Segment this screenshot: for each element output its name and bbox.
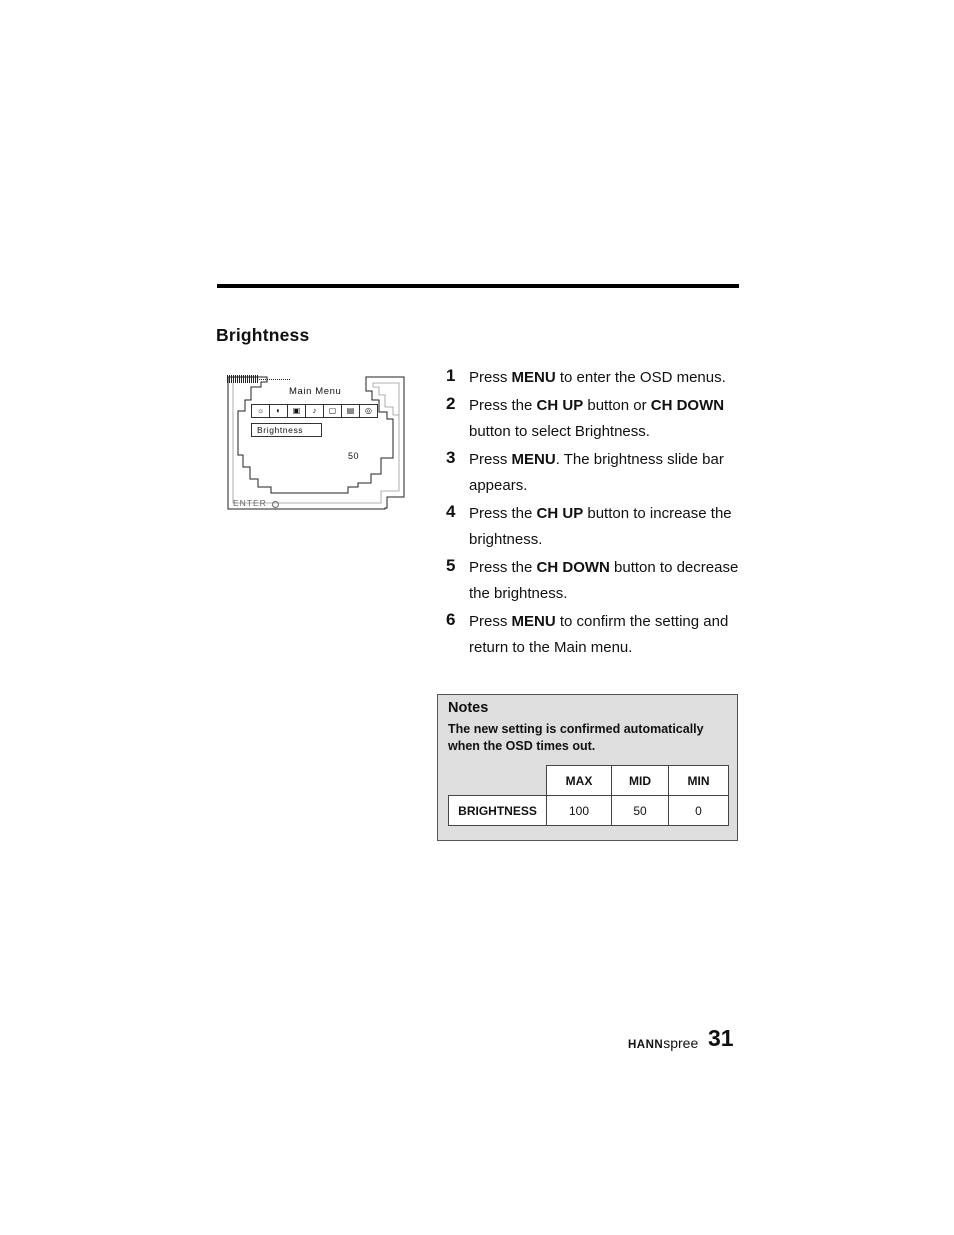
step-6 bbox=[446, 609, 746, 661]
brightness-slider bbox=[227, 375, 291, 383]
brightness-value: 50 bbox=[348, 451, 360, 461]
slider-tick-empty bbox=[275, 379, 276, 380]
step-text: Press bbox=[469, 369, 512, 386]
slider-tick-empty bbox=[261, 379, 262, 380]
table-cell-max: 100 bbox=[547, 796, 612, 826]
clapper-icon: ▤ bbox=[342, 405, 360, 417]
slider-tick-empty bbox=[289, 379, 290, 380]
slider-tick-empty bbox=[265, 379, 266, 380]
osd-icon-strip bbox=[251, 404, 378, 418]
step-text: . The brightness slide bar appears. bbox=[469, 451, 724, 494]
instruction-steps bbox=[446, 365, 746, 663]
osd-selected-item: Brightness bbox=[251, 423, 322, 437]
slider-tick-filled bbox=[257, 375, 258, 383]
step-text: Press bbox=[469, 451, 512, 468]
header-rule bbox=[217, 284, 739, 288]
sound-icon: ♪ bbox=[306, 405, 324, 417]
brand-logo bbox=[628, 1035, 698, 1051]
slider-tick-filled bbox=[233, 375, 234, 383]
slider-tick-empty bbox=[277, 379, 278, 380]
slider-tick-empty bbox=[287, 379, 288, 380]
sun-icon: ☼ bbox=[252, 405, 270, 417]
table-header-min: MIN bbox=[669, 766, 729, 796]
slider-tick-filled bbox=[235, 375, 236, 383]
enter-label: ENTER bbox=[233, 498, 267, 508]
step-2 bbox=[446, 393, 746, 445]
step-3 bbox=[446, 447, 746, 499]
slider-tick-filled bbox=[251, 375, 252, 383]
step-4 bbox=[446, 501, 746, 553]
step-keyword: CH DOWN bbox=[650, 397, 725, 414]
slider-tick-filled bbox=[241, 375, 242, 383]
table-row-label: BRIGHTNESS bbox=[449, 796, 547, 826]
step-number: 3 bbox=[446, 448, 456, 467]
page-number: 31 bbox=[708, 1025, 734, 1051]
step-5 bbox=[446, 555, 746, 607]
step-keyword: MENU bbox=[511, 613, 556, 630]
picture-icon: ▣ bbox=[288, 405, 306, 417]
slider-tick-empty bbox=[271, 379, 272, 380]
slider-tick-empty bbox=[283, 379, 284, 380]
step-number: 1 bbox=[446, 366, 456, 385]
step-keyword: CH UP bbox=[536, 505, 584, 522]
step-number: 4 bbox=[446, 502, 456, 521]
step-1 bbox=[446, 365, 746, 391]
step-text: button to select Brightness. bbox=[469, 423, 650, 440]
slider-tick-filled bbox=[247, 375, 248, 383]
step-text: Press the bbox=[469, 397, 537, 414]
step-text: button to decrease the brightness. bbox=[469, 559, 739, 602]
brightness-table bbox=[448, 765, 729, 826]
slider-tick-filled bbox=[255, 375, 256, 383]
slider-tick-filled bbox=[237, 375, 238, 383]
setup-icon: ◎ bbox=[365, 406, 372, 415]
table-cell-mid: 50 bbox=[612, 796, 669, 826]
notes-text: The new setting is confirmed automatically when the OSD times out. bbox=[448, 722, 704, 753]
notes-title: Notes bbox=[448, 700, 489, 716]
step-keyword: MENU bbox=[511, 369, 556, 386]
slider-tick-filled bbox=[253, 375, 254, 383]
step-keyword: CH DOWN bbox=[536, 559, 610, 576]
table-corner bbox=[449, 766, 547, 796]
brand-light: spree bbox=[663, 1035, 699, 1051]
section-title: Brightness bbox=[216, 325, 310, 345]
tv-icon: ▢ bbox=[324, 405, 342, 417]
step-number: 6 bbox=[446, 610, 456, 629]
slider-tick-filled bbox=[249, 375, 250, 383]
slider-tick-filled bbox=[231, 375, 232, 383]
slider-tick-empty bbox=[281, 379, 282, 380]
slider-tick-filled bbox=[227, 375, 228, 383]
step-keyword: MENU bbox=[511, 451, 556, 468]
step-text: Press bbox=[469, 613, 512, 630]
step-text: Press the bbox=[469, 559, 537, 576]
slider-tick-empty bbox=[269, 379, 270, 380]
slider-tick-filled bbox=[229, 375, 230, 383]
slider-tick-empty bbox=[267, 379, 268, 380]
osd-title: Main Menu bbox=[289, 386, 342, 397]
notes-box bbox=[437, 694, 738, 841]
step-text: to confirm the setting and return to the Main menu. bbox=[469, 613, 729, 656]
step-number: 2 bbox=[446, 394, 456, 413]
contrast-icon: ◐ bbox=[270, 405, 288, 417]
step-text: Press the bbox=[469, 505, 537, 522]
brand-bold: HANN bbox=[628, 1039, 664, 1051]
slider-tick-filled bbox=[239, 375, 240, 383]
table-header-row bbox=[449, 766, 729, 796]
slider-tick-filled bbox=[245, 375, 246, 383]
table-row bbox=[449, 796, 729, 826]
step-text: to enter the OSD menus. bbox=[555, 369, 726, 386]
step-number: 5 bbox=[446, 556, 456, 575]
slider-tick-empty bbox=[285, 379, 286, 380]
enter-icon bbox=[272, 501, 279, 508]
step-text: button or bbox=[583, 397, 651, 414]
osd-illustration bbox=[227, 375, 407, 513]
table-header-max: MAX bbox=[547, 766, 612, 796]
slider-tick-empty bbox=[279, 379, 280, 380]
table-header-mid: MID bbox=[612, 766, 669, 796]
slider-tick-empty bbox=[259, 379, 260, 380]
step-text: button to increase the brightness. bbox=[469, 505, 732, 548]
slider-tick-empty bbox=[273, 379, 274, 380]
slider-tick-filled bbox=[243, 375, 244, 383]
table-cell-min: 0 bbox=[669, 796, 729, 826]
slider-tick-empty bbox=[263, 379, 264, 380]
step-keyword: CH UP bbox=[536, 397, 584, 414]
